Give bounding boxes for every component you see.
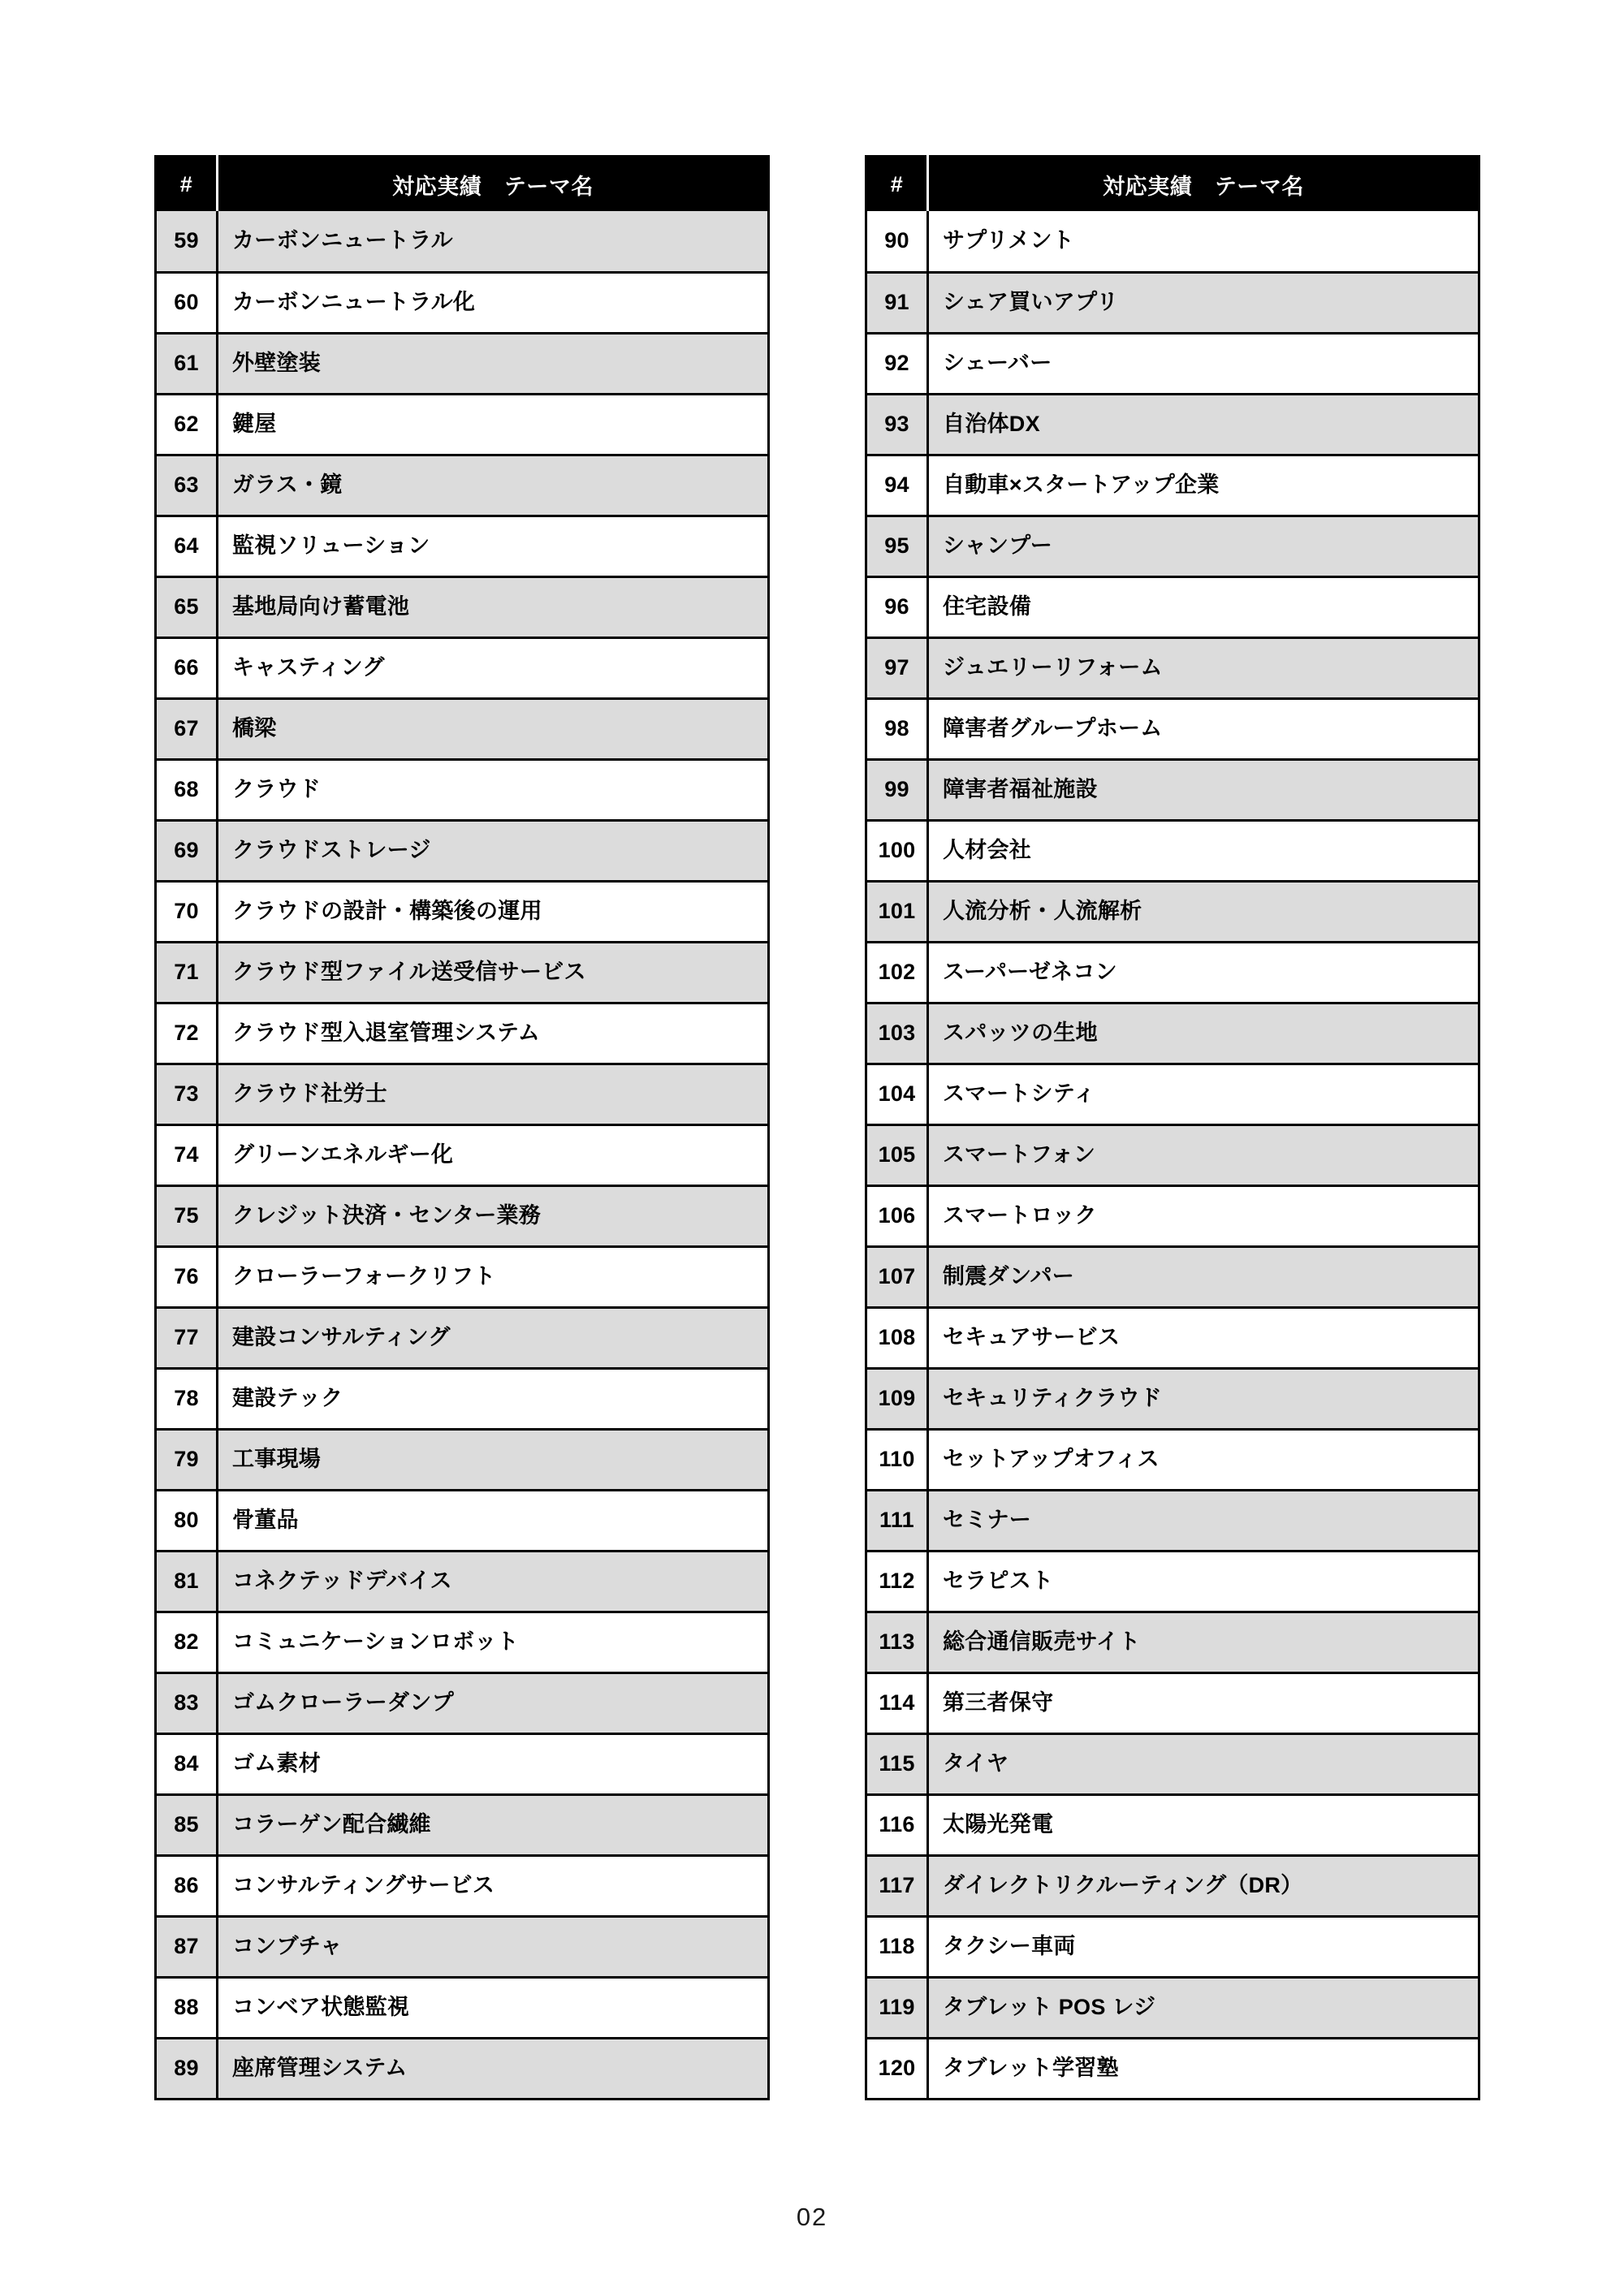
row-number-cell: 108 [866, 1307, 928, 1368]
theme-name-cell: クローラーフォークリフト [218, 1246, 769, 1307]
table-row [866, 516, 1479, 576]
theme-name-cell: スマートロック [928, 1185, 1479, 1246]
table-row [156, 1429, 769, 1490]
row-number-cell: 88 [156, 1977, 218, 2038]
row-number-cell: 93 [866, 394, 928, 455]
theme-name-cell: 基地局向け蓄電池 [218, 576, 769, 637]
theme-name-cell: セキュリティクラウド [928, 1368, 1479, 1429]
row-number-cell: 106 [866, 1185, 928, 1246]
table-row [156, 1368, 769, 1429]
theme-name-cell: カーボンニュートラル化 [218, 272, 769, 333]
table-row [156, 1916, 769, 1977]
theme-name-cell: ジュエリーリフォーム [928, 637, 1479, 698]
theme-name-cell: 外壁塗装 [218, 333, 769, 394]
table-row [156, 759, 769, 820]
row-number-cell: 107 [866, 1246, 928, 1307]
row-number-cell: 96 [866, 576, 928, 637]
row-number-cell: 97 [866, 637, 928, 698]
table-row [156, 1246, 769, 1307]
theme-name-cell: 第三者保守 [928, 1672, 1479, 1733]
table-header-left [156, 157, 769, 212]
table-row [156, 942, 769, 1003]
row-number-cell: 104 [866, 1064, 928, 1124]
table-row [866, 1794, 1479, 1855]
theme-name-cell: スーパーゼネコン [928, 942, 1479, 1003]
theme-name-cell: コンサルティングサービス [218, 1855, 769, 1916]
row-number-cell: 87 [156, 1916, 218, 1977]
table-row [156, 576, 769, 637]
table-row [156, 516, 769, 576]
table-row [156, 1612, 769, 1672]
theme-name-cell: 障害者グループホーム [928, 698, 1479, 759]
row-number-cell: 101 [866, 881, 928, 942]
table-row [156, 881, 769, 942]
theme-name-cell: 住宅設備 [928, 576, 1479, 637]
row-number-cell: 116 [866, 1794, 928, 1855]
table-row [866, 211, 1479, 272]
row-number-cell: 62 [156, 394, 218, 455]
table-row [866, 1064, 1479, 1124]
theme-name-cell: 橋梁 [218, 698, 769, 759]
row-number-cell: 63 [156, 455, 218, 516]
table-row [866, 1368, 1479, 1429]
table-row [156, 1490, 769, 1551]
row-number-cell: 82 [156, 1612, 218, 1672]
theme-name-cell: クラウド型入退室管理システム [218, 1003, 769, 1064]
theme-name-cell: 監視ソリューション [218, 516, 769, 576]
table-row [866, 1612, 1479, 1672]
theme-name-cell: クラウドの設計・構築後の運用 [218, 881, 769, 942]
table-row [866, 1733, 1479, 1794]
theme-name-cell: 総合通信販売サイト [928, 1612, 1479, 1672]
row-number-cell: 76 [156, 1246, 218, 1307]
row-number-cell: 77 [156, 1307, 218, 1368]
column-header-theme: 対応実績 テーマ名 [928, 157, 1479, 212]
row-number-cell: 64 [156, 516, 218, 576]
theme-name-cell: 骨董品 [218, 1490, 769, 1551]
row-number-cell: 80 [156, 1490, 218, 1551]
table-row [156, 1185, 769, 1246]
table-row [866, 1490, 1479, 1551]
table-row [156, 1855, 769, 1916]
theme-table-right [865, 155, 1480, 2100]
theme-name-cell: セットアップオフィス [928, 1429, 1479, 1490]
table-row [156, 2038, 769, 2099]
row-number-cell: 83 [156, 1672, 218, 1733]
theme-name-cell: スパッツの生地 [928, 1003, 1479, 1064]
theme-name-cell: 座席管理システム [218, 2038, 769, 2099]
row-number-cell: 65 [156, 576, 218, 637]
table-row [156, 820, 769, 881]
row-number-cell: 60 [156, 272, 218, 333]
row-number-cell: 110 [866, 1429, 928, 1490]
row-number-cell: 89 [156, 2038, 218, 2099]
table-row [866, 1124, 1479, 1185]
row-number-cell: 90 [866, 211, 928, 272]
row-number-cell: 98 [866, 698, 928, 759]
table-header-right [866, 157, 1479, 212]
table-row [156, 1977, 769, 2038]
theme-tables-container [154, 155, 1476, 2100]
row-number-cell: 114 [866, 1672, 928, 1733]
table-row [156, 698, 769, 759]
theme-name-cell: タクシー車両 [928, 1916, 1479, 1977]
column-header-number: # [866, 157, 928, 212]
theme-name-cell: セラピスト [928, 1551, 1479, 1612]
theme-name-cell: キャスティング [218, 637, 769, 698]
theme-name-cell: シェア買いアプリ [928, 272, 1479, 333]
theme-name-cell: タブレット POS レジ [928, 1977, 1479, 2038]
theme-name-cell: ゴム素材 [218, 1733, 769, 1794]
theme-name-cell: 自動車×スタートアップ企業 [928, 455, 1479, 516]
row-number-cell: 102 [866, 942, 928, 1003]
row-number-cell: 86 [156, 1855, 218, 1916]
theme-name-cell: シェーバー [928, 333, 1479, 394]
row-number-cell: 74 [156, 1124, 218, 1185]
table-row [866, 1977, 1479, 2038]
theme-name-cell: ガラス・鏡 [218, 455, 769, 516]
theme-name-cell: 自治体DX [928, 394, 1479, 455]
table-row [866, 759, 1479, 820]
row-number-cell: 111 [866, 1490, 928, 1551]
table-row [156, 1124, 769, 1185]
column-header-number: # [156, 157, 218, 212]
table-row [866, 1307, 1479, 1368]
table-row [866, 1185, 1479, 1246]
row-number-cell: 120 [866, 2038, 928, 2099]
row-number-cell: 78 [156, 1368, 218, 1429]
theme-name-cell: シャンプー [928, 516, 1479, 576]
theme-name-cell: セキュアサービス [928, 1307, 1479, 1368]
theme-name-cell: カーボンニュートラル [218, 211, 769, 272]
row-number-cell: 61 [156, 333, 218, 394]
theme-name-cell: 鍵屋 [218, 394, 769, 455]
row-number-cell: 95 [866, 516, 928, 576]
row-number-cell: 66 [156, 637, 218, 698]
theme-name-cell: クラウドストレージ [218, 820, 769, 881]
row-number-cell: 75 [156, 1185, 218, 1246]
theme-name-cell: クレジット決済・センター業務 [218, 1185, 769, 1246]
theme-name-cell: 人流分析・人流解析 [928, 881, 1479, 942]
table-row [866, 698, 1479, 759]
table-body-right [866, 211, 1479, 2099]
table-row [866, 1003, 1479, 1064]
theme-name-cell: 障害者福祉施設 [928, 759, 1479, 820]
theme-name-cell: クラウド社労士 [218, 1064, 769, 1124]
table-row [866, 333, 1479, 394]
theme-name-cell: コラーゲン配合繊維 [218, 1794, 769, 1855]
theme-table-left [154, 155, 770, 2100]
theme-name-cell: クラウド [218, 759, 769, 820]
row-number-cell: 81 [156, 1551, 218, 1612]
theme-name-cell: 制震ダンパー [928, 1246, 1479, 1307]
table-body-left [156, 211, 769, 2099]
row-number-cell: 118 [866, 1916, 928, 1977]
row-number-cell: 67 [156, 698, 218, 759]
row-number-cell: 94 [866, 455, 928, 516]
table-row [866, 455, 1479, 516]
row-number-cell: 109 [866, 1368, 928, 1429]
theme-name-cell: コミュニケーションロボット [218, 1612, 769, 1672]
row-number-cell: 72 [156, 1003, 218, 1064]
theme-name-cell: コンブチャ [218, 1916, 769, 1977]
table-row [156, 272, 769, 333]
row-number-cell: 115 [866, 1733, 928, 1794]
table-row [156, 1551, 769, 1612]
table-row [156, 1064, 769, 1124]
row-number-cell: 103 [866, 1003, 928, 1064]
row-number-cell: 68 [156, 759, 218, 820]
row-number-cell: 73 [156, 1064, 218, 1124]
theme-name-cell: サプリメント [928, 211, 1479, 272]
row-number-cell: 112 [866, 1551, 928, 1612]
table-row [156, 394, 769, 455]
table-row [866, 1672, 1479, 1733]
theme-name-cell: 建設テック [218, 1368, 769, 1429]
theme-name-cell: タブレット学習塾 [928, 2038, 1479, 2099]
table-row [156, 333, 769, 394]
table-row [156, 1733, 769, 1794]
table-row [156, 211, 769, 272]
table-row [866, 1551, 1479, 1612]
column-header-theme: 対応実績 テーマ名 [218, 157, 769, 212]
row-number-cell: 113 [866, 1612, 928, 1672]
theme-name-cell: コンベア状態監視 [218, 1977, 769, 2038]
table-row [866, 1429, 1479, 1490]
table-row [866, 1246, 1479, 1307]
row-number-cell: 85 [156, 1794, 218, 1855]
row-number-cell: 84 [156, 1733, 218, 1794]
row-number-cell: 69 [156, 820, 218, 881]
row-number-cell: 71 [156, 942, 218, 1003]
row-number-cell: 100 [866, 820, 928, 881]
header-row [156, 157, 769, 212]
table-row [866, 881, 1479, 942]
table-row [156, 1794, 769, 1855]
row-number-cell: 105 [866, 1124, 928, 1185]
theme-name-cell: 人材会社 [928, 820, 1479, 881]
page-number: 02 [796, 2203, 828, 2231]
theme-name-cell: 工事現場 [218, 1429, 769, 1490]
table-row [156, 455, 769, 516]
row-number-cell: 119 [866, 1977, 928, 2038]
row-number-cell: 70 [156, 881, 218, 942]
row-number-cell: 91 [866, 272, 928, 333]
theme-name-cell: セミナー [928, 1490, 1479, 1551]
theme-name-cell: コネクテッドデバイス [218, 1551, 769, 1612]
table-row [156, 1003, 769, 1064]
row-number-cell: 99 [866, 759, 928, 820]
table-row [156, 1672, 769, 1733]
table-row [156, 1307, 769, 1368]
row-number-cell: 117 [866, 1855, 928, 1916]
theme-name-cell: タイヤ [928, 1733, 1479, 1794]
theme-name-cell: 太陽光発電 [928, 1794, 1479, 1855]
table-row [866, 576, 1479, 637]
row-number-cell: 79 [156, 1429, 218, 1490]
table-row [866, 1916, 1479, 1977]
theme-name-cell: グリーンエネルギー化 [218, 1124, 769, 1185]
table-row [156, 637, 769, 698]
theme-name-cell: スマートシティ [928, 1064, 1479, 1124]
row-number-cell: 59 [156, 211, 218, 272]
table-row [866, 820, 1479, 881]
row-number-cell: 92 [866, 333, 928, 394]
table-row [866, 1855, 1479, 1916]
table-row [866, 272, 1479, 333]
header-row [866, 157, 1479, 212]
table-row [866, 637, 1479, 698]
theme-name-cell: ダイレクトリクルーティング（DR） [928, 1855, 1479, 1916]
theme-name-cell: ゴムクローラーダンプ [218, 1672, 769, 1733]
table-row [866, 942, 1479, 1003]
table-row [866, 2038, 1479, 2099]
theme-name-cell: 建設コンサルティング [218, 1307, 769, 1368]
theme-name-cell: スマートフォン [928, 1124, 1479, 1185]
table-row [866, 394, 1479, 455]
theme-name-cell: クラウド型ファイル送受信サービス [218, 942, 769, 1003]
